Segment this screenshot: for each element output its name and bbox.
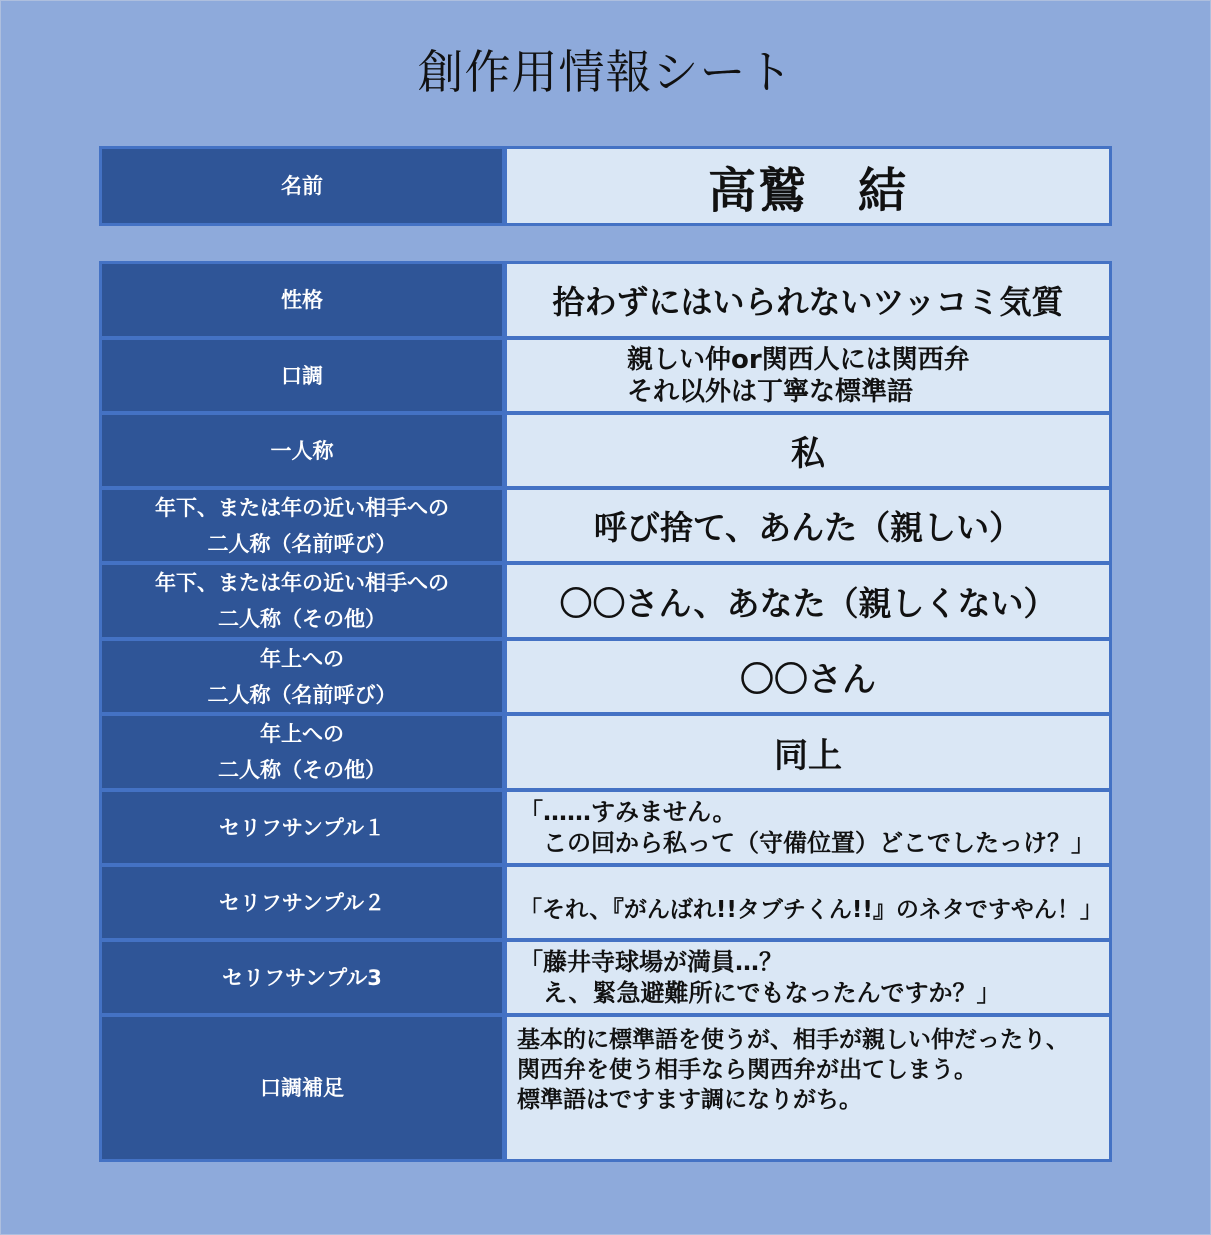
line-sample-3-value-cell (507, 942, 1109, 1013)
speech-style-value: 親しい仲or関西人には関西弁 それ以外は丁寧な標準語 (627, 344, 970, 407)
line-sample-3-label: セリフサンプル3 (102, 942, 502, 1013)
second-person-older-name-value: 〇〇さん (740, 660, 876, 700)
second-person-younger-name-label: 年下、または年の近い相手への 二人称（名前呼び） (102, 490, 502, 561)
name-value-cell (507, 149, 1109, 223)
first-person-label: 一人称 (102, 415, 502, 486)
second-person-younger-name-value: 呼び捨て、あんた（親しい） (593, 508, 1023, 547)
line-sample-3-value: 「藤井寺球場が満員…？ え、緊急避難所にでもなったんですか？」 (519, 947, 1001, 1007)
row-line-sample-2 (102, 867, 1109, 938)
line-sample-2-value: 「それ、『がんばれ!!タブチくん!!』のネタですやん！」 (519, 897, 1103, 923)
second-person-younger-other-label: 年下、または年の近い相手への 二人称（その他） (102, 565, 502, 637)
first-person-value: 私 (791, 434, 825, 474)
name-label: 名前 (102, 149, 502, 223)
line-sample-2-value-cell (507, 867, 1109, 938)
personality-label: 性格 (102, 264, 502, 336)
second-person-older-other-value: 同上 (774, 735, 842, 776)
row-second-person-older-name (102, 641, 1109, 712)
first-person-value-cell (507, 415, 1109, 486)
attributes-table (99, 261, 1112, 1162)
row-second-person-younger-other (102, 565, 1109, 637)
line-sample-1-value-cell (507, 792, 1109, 863)
row-second-person-older-other (102, 716, 1109, 788)
line-sample-1-label: セリフサンプル１ (102, 792, 502, 863)
speech-notes-label: 口調補足 (102, 1017, 502, 1159)
row-second-person-younger-name (102, 490, 1109, 561)
second-person-older-name-label: 年上への 二人称（名前呼び） (102, 641, 502, 712)
personality-value-cell (507, 264, 1109, 336)
row-speech-style (102, 340, 1109, 411)
second-person-older-other-value-cell (507, 716, 1109, 788)
name-table (99, 146, 1112, 226)
line-sample-2-label: セリフサンプル２ (102, 867, 502, 938)
line-sample-1-value: 「……すみません。 この回から私って（守備位置）どこでしたっけ？」 (519, 797, 1095, 857)
personality-value: 拾わずにはいられないツッコミ気質 (552, 283, 1064, 321)
second-person-older-other-label: 年上への 二人称（その他） (102, 716, 502, 788)
row-line-sample-1 (102, 792, 1109, 863)
row-first-person (102, 415, 1109, 486)
speech-style-value-cell (507, 340, 1109, 411)
name-row (102, 149, 1109, 223)
row-personality (102, 264, 1109, 336)
speech-notes-value-cell (507, 1017, 1109, 1159)
second-person-younger-name-value-cell (507, 490, 1109, 561)
speech-style-label: 口調 (102, 340, 502, 411)
second-person-older-name-value-cell (507, 641, 1109, 712)
row-speech-notes (102, 1017, 1109, 1159)
speech-notes-value: 基本的に標準語を使うが、相手が親しい仲だったり、 関西弁を使う相手なら関西弁が出てしまう。 標準語はですます調になりがち。 (517, 1027, 1069, 1113)
second-person-younger-other-value: 〇〇さん、あなた（親しくない） (559, 583, 1057, 623)
row-line-sample-3 (102, 942, 1109, 1013)
name-value: 高鷲 結 (707, 162, 908, 219)
sheet-title: 創作用情報シート (417, 45, 794, 99)
second-person-younger-other-value-cell (507, 565, 1109, 637)
